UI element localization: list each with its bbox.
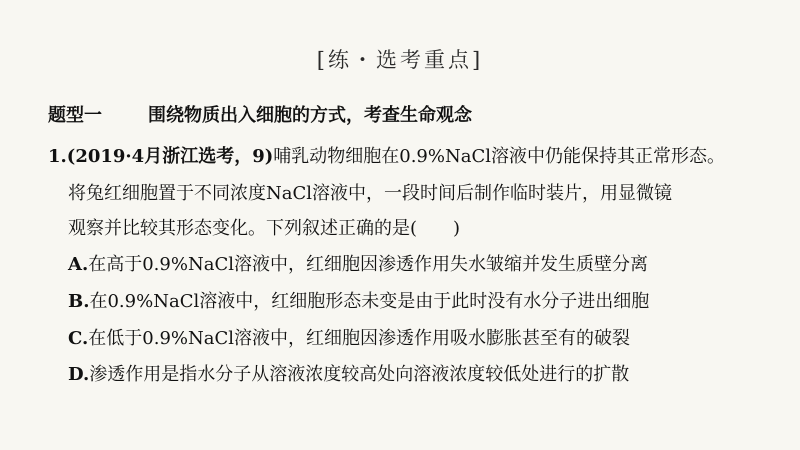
question-text-line-2: 将兔红细胞置于不同浓度NaCl溶液中，一段时间后制作临时装片，用显微镜 — [68, 183, 673, 204]
option-d-text: 渗透作用是指水分子从溶液浓度较高处向溶液浓度较低处进行的扩散 — [89, 364, 630, 385]
option-c-text: 在低于0.9%NaCl溶液中，红细胞因渗透作用吸水膨胀甚至有的破裂 — [88, 328, 631, 349]
question-line-2 — [68, 181, 672, 207]
option-a-text: 在高于0.9%NaCl溶液中，红细胞因渗透作用失水皱缩并发生质壁分离 — [88, 254, 648, 275]
question-type-topic: 围绕物质出入细胞的方式，考查生命观念 — [148, 105, 472, 126]
option-a — [68, 252, 648, 278]
question-text-line-3: 观察并比较其形态变化。下列叙述正确的是( — [68, 218, 418, 239]
option-b — [68, 289, 649, 315]
question-type-label: 题型一 — [48, 105, 102, 126]
question-text-line-1: 哺乳动物细胞在0.9%NaCl溶液中仍能保持其正常形态。 — [273, 146, 725, 167]
option-b-text: 在0.9%NaCl溶液中，红细胞形态未变是由于此时没有水分子进出细胞 — [89, 291, 650, 312]
option-c-letter: C. — [68, 328, 89, 349]
question-number: 1. — [48, 146, 67, 167]
question-line-3 — [68, 216, 460, 242]
question-text-line-3-end: ) — [453, 218, 461, 239]
option-d-letter: D. — [68, 364, 90, 385]
section-header: [练・选考重点] — [316, 48, 484, 72]
question-source: (2019·4月浙江选考，9) — [66, 146, 274, 167]
question-line-1 — [48, 144, 725, 170]
option-c — [68, 326, 630, 352]
option-d — [68, 362, 629, 388]
option-b-letter: B. — [68, 291, 90, 312]
option-a-letter: A. — [68, 254, 89, 275]
